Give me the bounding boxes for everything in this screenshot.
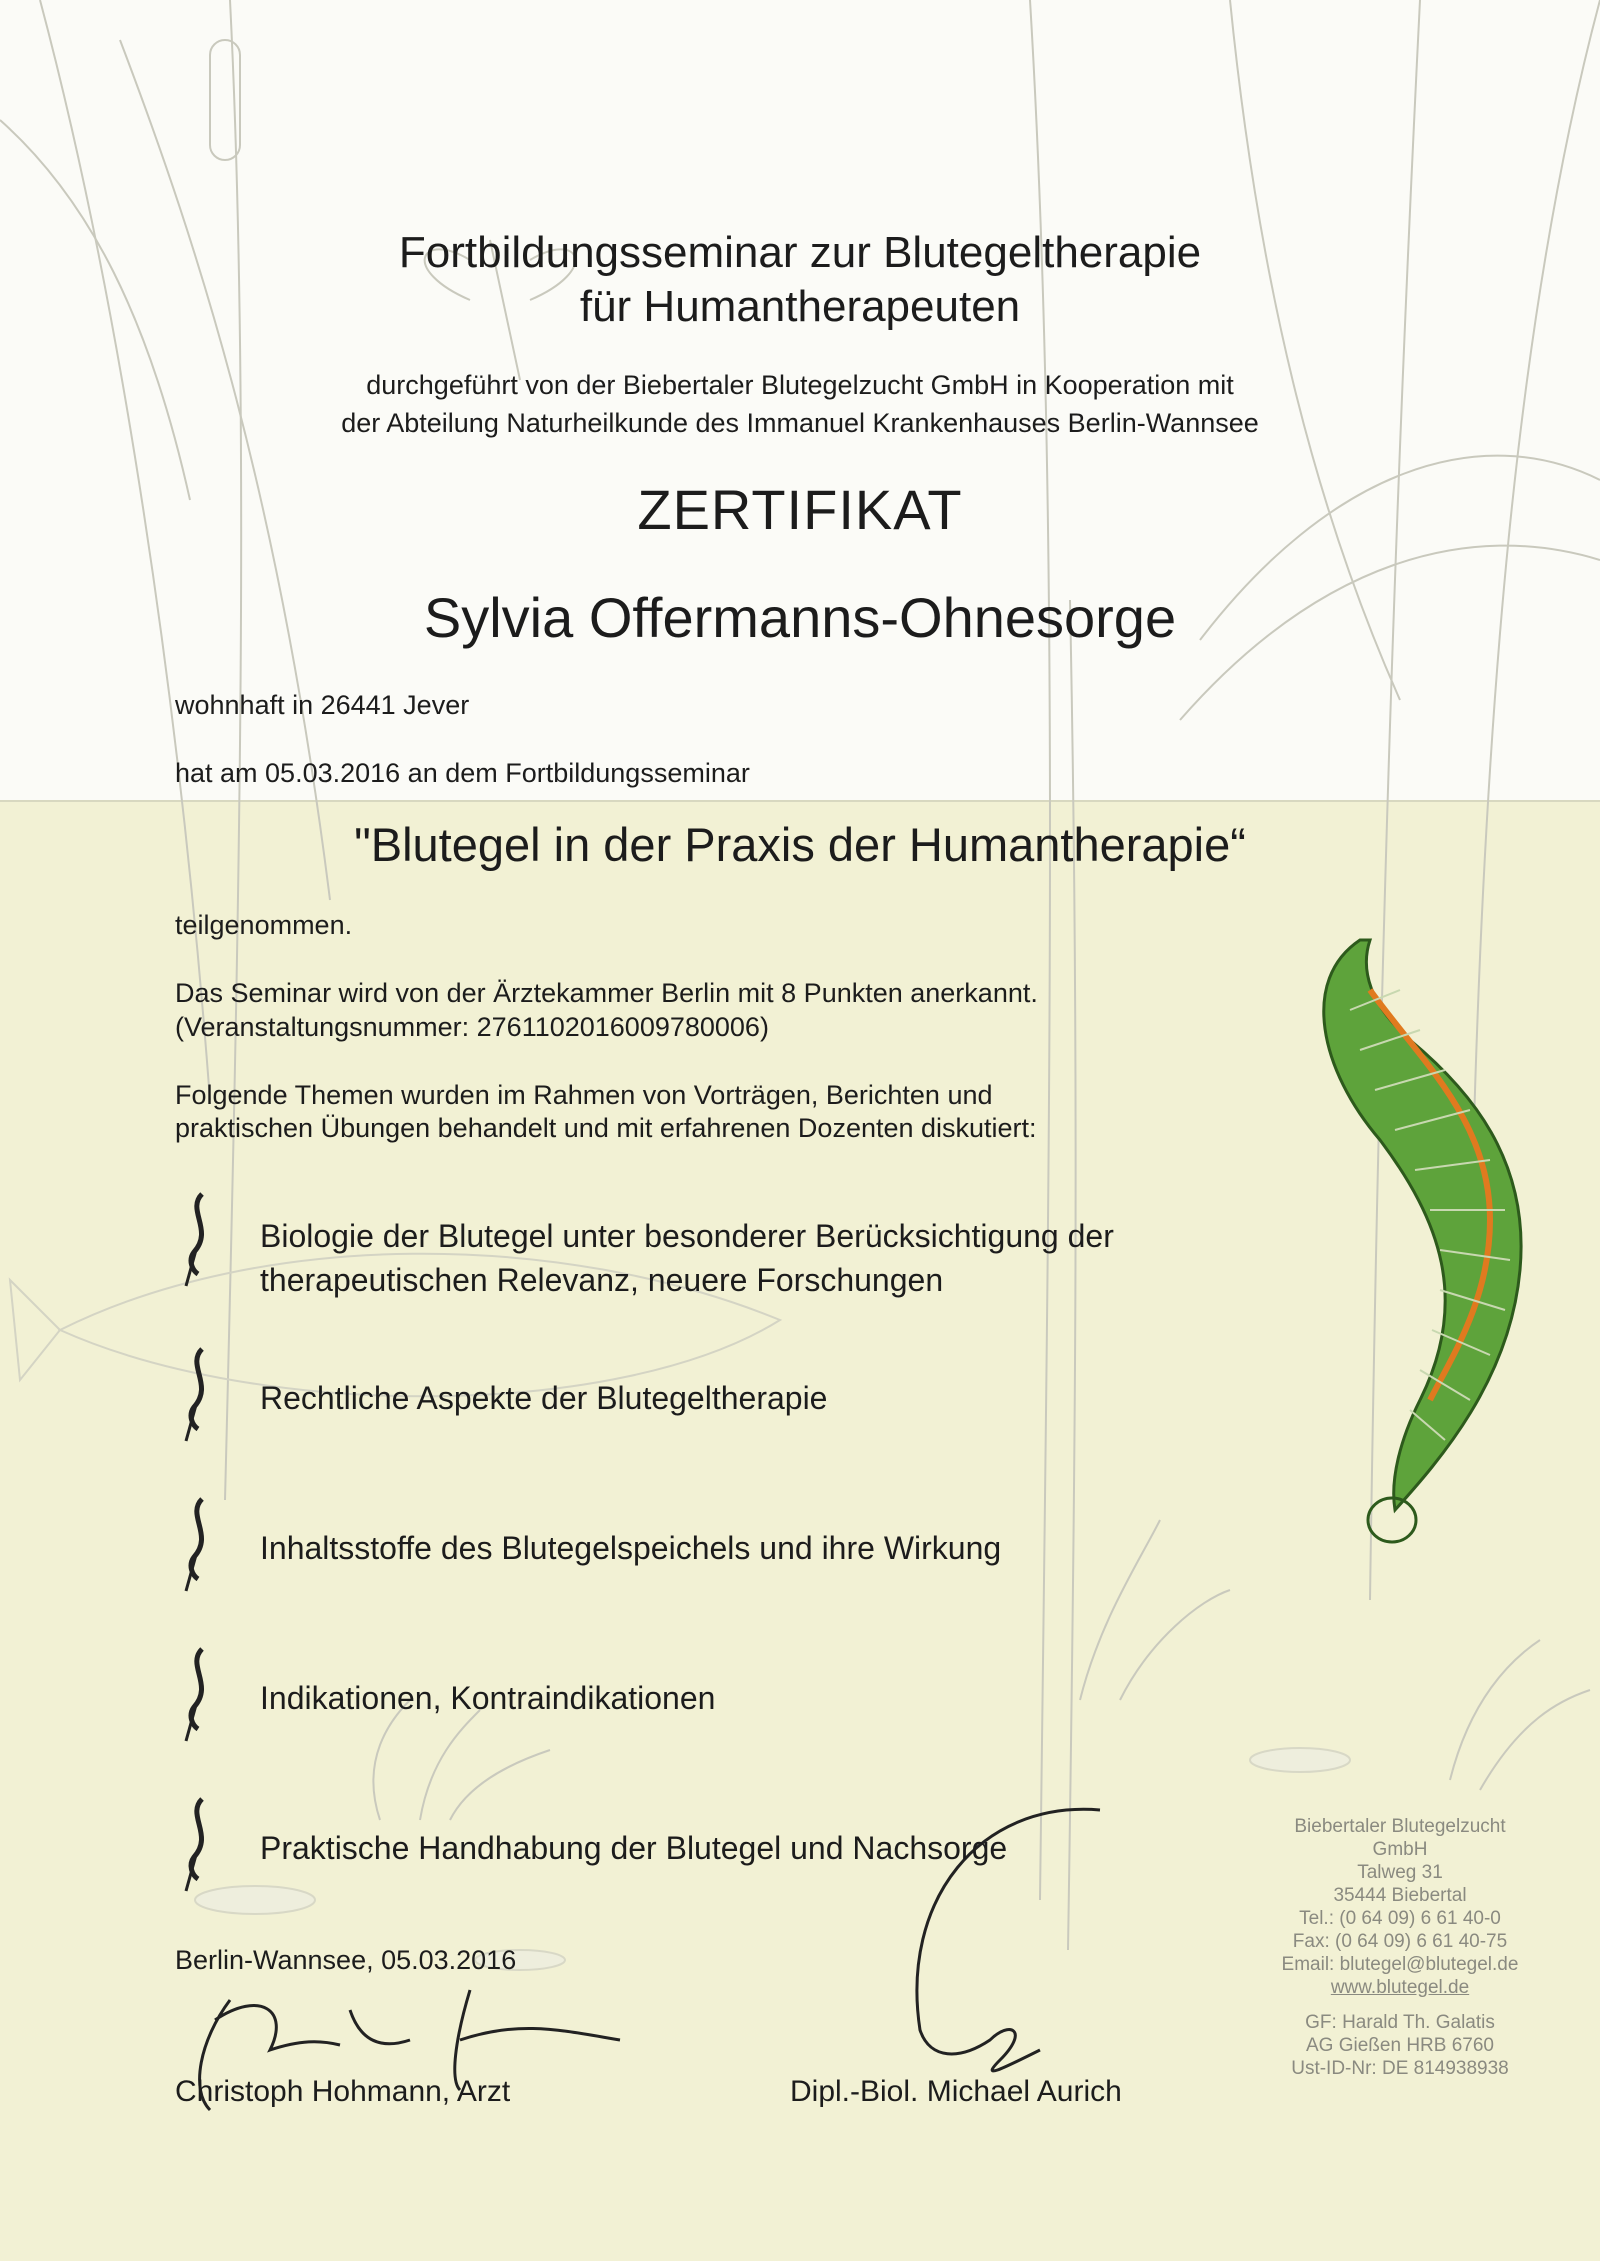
attendance-statement: hat am 05.03.2016 an dem Fortbildungsseminar (175, 758, 750, 788)
accreditation-line1: Das Seminar wird von der Ärztekammer Berlin mit 8 Punkten anerkannt. (175, 978, 1038, 1008)
participated-text: teilgenommen. (175, 910, 353, 940)
leech-bullet-icon (180, 1190, 224, 1290)
leech-bullet-icon (180, 1495, 224, 1595)
recipient-name: Sylvia Offermanns-Ohnesorge (423, 586, 1177, 649)
company-vat-id: Ust-ID-Nr: DE 814938938 (1291, 2058, 1509, 2079)
page-title-line2: für Humantherapeuten (579, 282, 1021, 331)
reed-stem (1470, 0, 1600, 1300)
company-city: 35444 Biebertal (1333, 1885, 1467, 1906)
topic-1-line1: Biologie der Blutegel unter besonderer Berücksichtigung der (260, 1218, 1114, 1254)
leech-bullet-icon (180, 1795, 224, 1895)
company-name-line2: GmbH (1372, 1839, 1428, 1860)
water-plant (1080, 1520, 1230, 1700)
signer-hohmann: Christoph Hohmann, Arzt (175, 2075, 511, 2108)
signer-aurich: Dipl.-Biol. Michael Aurich (790, 2075, 1122, 2108)
company-managing-director: GF: Harald Th. Galatis (1305, 2012, 1495, 2033)
recipient-residence: wohnhaft in 26441 Jever (175, 690, 470, 720)
accreditation-line2: (Veranstaltungsnummer: 2761102016009780006) (175, 1012, 769, 1042)
organizer-line1: durchgeführt von der Biebertaler Blutegelzucht GmbH in Kooperation mit (366, 370, 1234, 400)
organizer-line2: der Abteilung Naturheilkunde des Immanuel Krankenhauses Berlin-Wannsee (341, 408, 1259, 438)
company-name-line1: Biebertaler Blutegelzucht (1294, 1816, 1506, 1837)
topic-5: Praktische Handhabung der Blutegel und Nachsorge (260, 1830, 1008, 1866)
topic-4: Indikationen, Kontraindikationen (260, 1680, 716, 1716)
reed-stem (1068, 600, 1076, 1950)
topic-1-line2: therapeutischen Relevanz, neuere Forschungen (260, 1262, 944, 1298)
place-and-date: Berlin-Wannsee, 05.03.2016 (175, 1945, 517, 1975)
seminar-title: "Blutegel in der Praxis der Humantherapie“ (354, 818, 1246, 871)
reed-stem (225, 0, 241, 1500)
water-plant (1450, 1640, 1590, 1790)
leech-bullet-icon (180, 1345, 224, 1445)
company-phone: Tel.: (0 64 09) 6 61 40-0 (1299, 1908, 1501, 1929)
topic-2: Rechtliche Aspekte der Blutegeltherapie (260, 1380, 828, 1416)
topic-3: Inhaltsstoffe des Blutegelspeichels und ihre Wirkung (260, 1530, 1002, 1566)
leech-illustration (1324, 940, 1521, 1542)
certificate-heading: ZERTIFIKAT (637, 478, 963, 541)
company-fax: Fax: (0 64 09) 6 61 40-75 (1292, 1931, 1508, 1952)
company-details (1235, 1815, 1565, 2080)
page-title-line1: Fortbildungsseminar zur Blutegeltherapie (398, 228, 1202, 277)
water-plant (373, 1700, 550, 1820)
company-email[interactable]: Email: blutegel@blutegel.de (1281, 1954, 1519, 1975)
topics-intro-line2: praktischen Übungen behandelt und mit erfahrenen Dozenten diskutiert: (175, 1113, 1037, 1143)
topics-intro-line1: Folgende Themen wurden im Rahmen von Vorträgen, Berichten und (175, 1080, 993, 1110)
company-register: AG Gießen HRB 6760 (1306, 2035, 1494, 2056)
company-website-link[interactable]: www.blutegel.de (1330, 1977, 1470, 1998)
leech-bullet-icon (180, 1645, 224, 1745)
pebble (1250, 1748, 1350, 1772)
company-street: Talweg 31 (1357, 1862, 1443, 1883)
fish-tail (10, 1280, 60, 1380)
